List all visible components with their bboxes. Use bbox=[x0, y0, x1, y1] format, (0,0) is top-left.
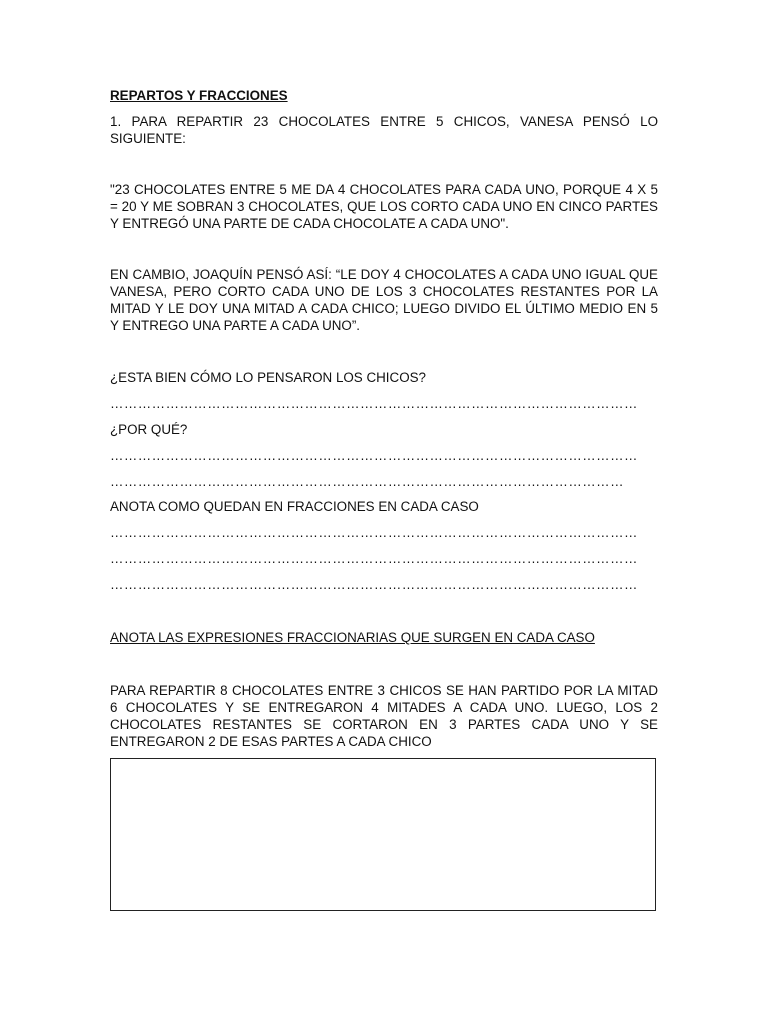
answer-line[interactable]: …………………………………………………………………………………………………… bbox=[110, 551, 638, 566]
answer-line[interactable]: ………………………………………………………………………………………………… bbox=[110, 474, 624, 489]
vanesa-reasoning: "23 CHOCOLATES ENTRE 5 ME DA 4 CHOCOLATES PARA CADA UNO, PORQUE 4 X 5 = 20 Y ME SOBRAN 3 CHOCOLATES, QUE LOS CORTO CADA UNO EN CINCO PARTES Y ENTREGÓ UNA PARTE DE CADA CHOCOLATE A CADA UNO". bbox=[110, 182, 658, 231]
problem-2-text: PARA REPARTIR 8 CHOCOLATES ENTRE 3 CHICOS SE HAN PARTIDO POR LA MITAD 6 CHOCOLATES Y SE ENTREGARON 4 MITADES A CADA UNO. LUEGO, LOS 2 CHOCOLATES RESTANTES SE CORTARON EN 3 PARTES CADA UNO Y SE ENTREGARON 2 DE ESAS PARTES A CADA CHICO bbox=[110, 683, 658, 749]
answer-line[interactable]: …………………………………………………………………………………………………… bbox=[110, 525, 638, 540]
answer-line[interactable]: …………………………………………………………………………………………………… bbox=[110, 448, 638, 463]
question-1-intro: 1. PARA REPARTIR 23 CHOCOLATES ENTRE 5 CHICOS, VANESA PENSÓ LO SIGUIENTE: bbox=[110, 114, 658, 146]
worksheet-title: REPARTOS Y FRACCIONES bbox=[110, 88, 288, 103]
question-por-que: ¿POR QUÉ? bbox=[110, 422, 188, 437]
section-2-heading: ANOTA LAS EXPRESIONES FRACCIONARIAS QUE SURGEN EN CADA CASO bbox=[110, 630, 595, 645]
instruction-fracciones: ANOTA COMO QUEDAN EN FRACCIONES EN CADA CASO bbox=[110, 499, 479, 514]
answer-line[interactable]: …………………………………………………………………………………………………… bbox=[110, 396, 638, 411]
joaquin-reasoning: EN CAMBIO, JOAQUÍN PENSÓ ASÍ: “LE DOY 4 CHOCOLATES A CADA UNO IGUAL QUE VANESA, PERO CORTO CADA UNO DE LOS 3 CHOCOLATES RESTANTES POR LA MITAD Y LE DOY UNA MITAD A CADA CHICO; LUEGO DIVIDO EL ÚLTIMO MEDIO EN 5 Y ENTREGO UNA PARTE A CADA UNO”. bbox=[110, 267, 658, 333]
answer-line[interactable]: …………………………………………………………………………………………………… bbox=[110, 577, 638, 592]
answer-box[interactable] bbox=[110, 758, 656, 911]
question-esta-bien: ¿ESTA BIEN CÓMO LO PENSARON LOS CHICOS? bbox=[110, 370, 426, 385]
